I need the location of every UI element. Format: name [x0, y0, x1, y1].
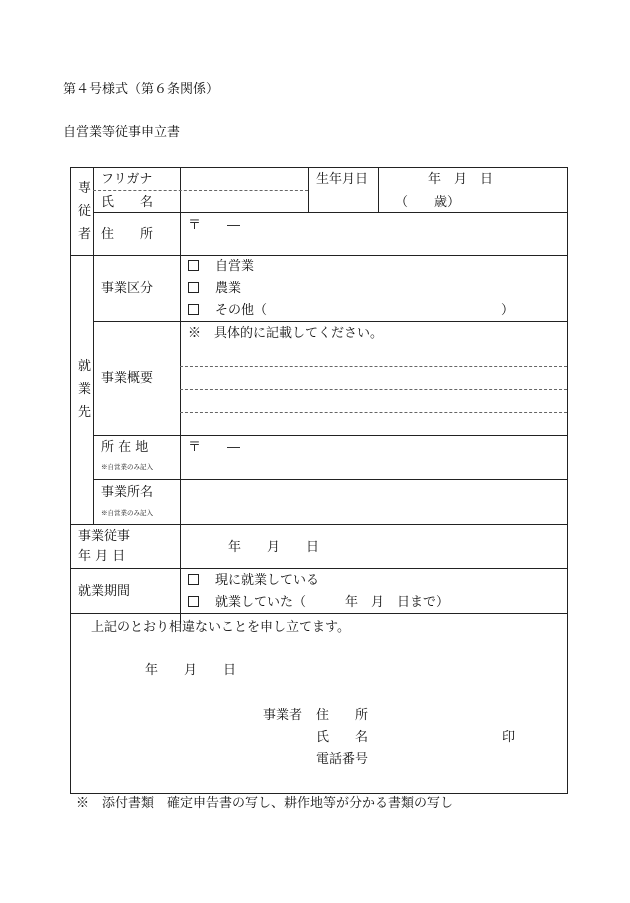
employer-label: 事業者: [263, 708, 303, 723]
furigana-label: フリガナ: [101, 172, 153, 187]
office-name-field[interactable]: [182, 481, 566, 522]
employer-address-label: 住 所: [316, 708, 369, 723]
name-field[interactable]: [182, 192, 306, 211]
office-name-label: 事業所名: [101, 485, 154, 500]
address-label: 住 所: [101, 227, 154, 242]
business-summary-label: 事業概要: [101, 371, 154, 386]
address-postal-field[interactable]: 〒 ―: [188, 218, 241, 233]
worker-section-char-3: 者: [78, 227, 92, 242]
option-other: その他（ ）: [215, 303, 515, 318]
form-number: 第４号様式（第６条関係）: [63, 82, 220, 97]
attachment-note: ※ 添付書類 確定申告書の写し、耕作地等が分かる書類の写し: [76, 796, 454, 811]
checkbox-other[interactable]: [188, 304, 199, 315]
checkbox-self-employed[interactable]: [188, 260, 199, 271]
engagement-start-label-1: 事業従事: [78, 529, 131, 544]
business-summary-field[interactable]: [182, 345, 566, 433]
office-name-note: ※自営業のみ記入: [101, 509, 153, 517]
option-self-employed: 自営業: [215, 259, 255, 274]
birthdate-value[interactable]: 年 月 日: [428, 172, 494, 187]
employment-period-label: 就業期間: [78, 584, 131, 599]
checkbox-agriculture[interactable]: [188, 282, 199, 293]
age-value[interactable]: （ 歳）: [395, 195, 461, 210]
employer-phone-label: 電話番号: [316, 752, 369, 767]
worker-section-char-2: 従: [78, 204, 92, 219]
employment-section-char-1: 就: [78, 359, 92, 374]
location-note: ※自営業のみ記入: [101, 463, 153, 471]
worker-section-char-1: 専: [78, 181, 92, 196]
business-summary-note: ※ 具体的に記載してください。: [188, 326, 384, 341]
option-agriculture: 農業: [215, 281, 242, 296]
checkbox-previously-employed[interactable]: [188, 596, 199, 607]
declaration-date[interactable]: 年 月 日: [145, 663, 237, 678]
business-category-label: 事業区分: [101, 281, 154, 296]
location-postal-field[interactable]: 〒 ―: [188, 440, 241, 455]
checkbox-currently-employed[interactable]: [188, 574, 199, 585]
employment-section-char-2: 業: [78, 382, 92, 397]
option-currently-employed: 現に就業している: [215, 573, 320, 588]
option-previously-employed: 就業していた（ 年 月 日まで）: [215, 595, 450, 610]
engagement-start-value[interactable]: 年 月 日: [228, 540, 320, 555]
birthdate-label: 生年月日: [316, 172, 369, 187]
furigana-field[interactable]: [182, 169, 306, 189]
location-label: 所 在 地: [101, 440, 149, 455]
name-label: 氏 名: [101, 195, 154, 210]
employer-name-label: 氏 名: [316, 730, 369, 745]
seal-mark: 印: [502, 730, 516, 745]
engagement-start-label-2: 年 月 日: [78, 549, 126, 564]
form-title: 自営業等従事申立書: [63, 125, 181, 140]
declaration-statement: 上記のとおり相違ないことを申し立てます。: [91, 620, 350, 635]
employment-section-char-3: 先: [78, 405, 92, 420]
